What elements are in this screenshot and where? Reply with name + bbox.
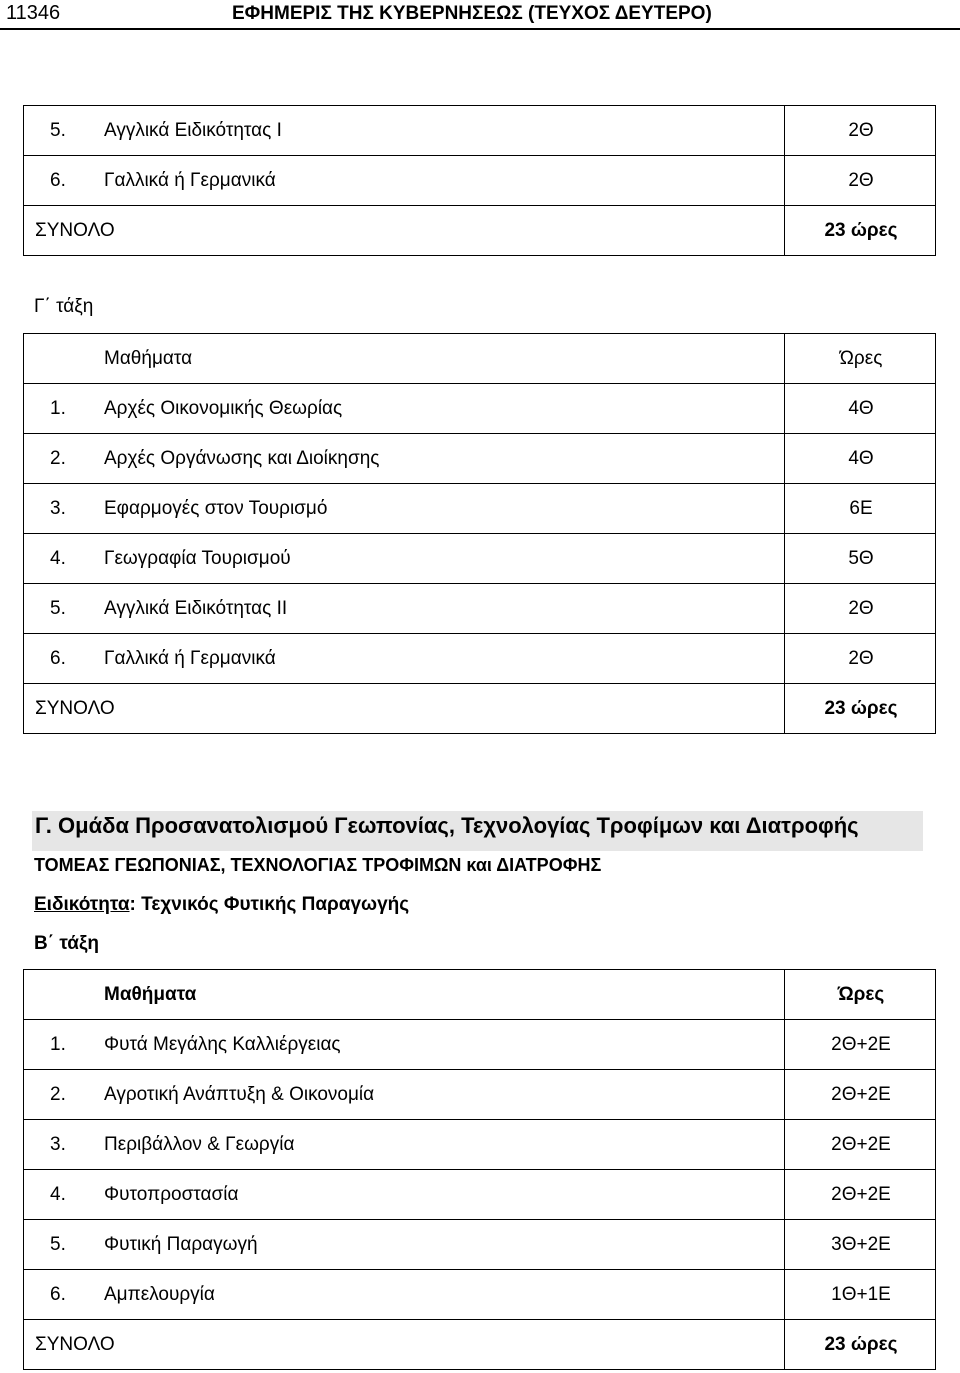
hours-header: Ώρες [785,970,936,1020]
total-label: ΣΥΝΟΛΟ [35,1333,115,1355]
table-row [24,1220,936,1270]
table-row [24,106,936,156]
row-number: 3. [50,497,66,519]
subject-name: Γαλλικά ή Γερμανικά [104,169,276,191]
table-row [24,434,936,484]
row-number: 2. [50,1083,66,1105]
hours-cell: 2Θ+2Ε [785,1070,936,1120]
hours-cell: 1Θ+1Ε [785,1270,936,1320]
hours-cell: 2Θ [785,634,936,684]
table-row [24,156,936,206]
subject-name: Φυτική Παραγωγή [104,1233,258,1255]
row-number: 1. [50,397,66,419]
hours-cell: 2Θ+2Ε [785,1170,936,1220]
table-class-b [23,969,936,1370]
table-row [24,484,936,534]
row-number: 6. [50,647,66,669]
page-number: 11346 [6,2,61,24]
table-row [24,634,936,684]
subject-name: Αμπελουργία [104,1283,215,1305]
subject-name: Φυτοπροστασία [104,1183,239,1205]
total-hours: 23 ώρες [785,1320,936,1370]
hours-cell: 2Θ+2Ε [785,1020,936,1070]
subject-name: Αγγλικά Ειδικότητας Ι [104,119,282,141]
class-title-b: Β΄ τάξη [34,933,100,954]
row-number: 6. [50,169,66,191]
hours-cell: 2Θ+2Ε [785,1120,936,1170]
specialty-value: : Τεχνικός Φυτικής Παραγωγής [129,894,410,915]
hours-cell: 2Θ [785,156,936,206]
subjects-header: Μαθήματα [104,347,193,369]
subject-name: Γεωγραφία Τουρισμού [104,547,291,569]
page-header [0,0,960,30]
total-label: ΣΥΝΟΛΟ [35,219,115,241]
subject-name: Αγγλικά Ειδικότητας ΙΙ [104,597,288,619]
row-number: 6. [50,1283,66,1305]
total-hours: 23 ώρες [785,206,936,256]
hours-cell: 2Θ [785,584,936,634]
group-title: Γ. Ομάδα Προσανατολισμού Γεωπονίας, Τεχνολογίας Τροφίμων και Διατροφής [35,813,859,838]
subject-name: Φυτά Μεγάλης Καλλιέργειας [104,1033,341,1055]
hours-cell: 2Θ [785,106,936,156]
row-number: 4. [50,1183,66,1205]
table-row [24,584,936,634]
table-header-row [24,970,936,1020]
hours-cell: 6Ε [785,484,936,534]
row-number: 3. [50,1133,66,1155]
gazette-title: ΕΦΗΜΕΡΙΣ ΤΗΣ ΚΥΒΕΡΝΗΣΕΩΣ (ΤΕΥΧΟΣ ΔΕΥΤΕΡΟ) [232,3,712,24]
subject-name: Περιβάλλον & Γεωργία [104,1133,295,1155]
subject-name: Γαλλικά ή Γερμανικά [104,647,276,669]
sector-title: ΤΟΜΕΑΣ ΓΕΩΠΟΝΙΑΣ, ΤΕΧΝΟΛΟΓΙΑΣ ΤΡΟΦΙΜΩΝ και ΔΙΑΤΡΟΦΗΣ [34,855,602,875]
table-continuation [23,105,936,256]
total-label: ΣΥΝΟΛΟ [35,697,115,719]
table-row [24,384,936,434]
total-row [24,1320,936,1370]
table-row [24,1120,936,1170]
hours-cell: 5Θ [785,534,936,584]
row-number: 1. [50,1033,66,1055]
row-number: 5. [50,1233,66,1255]
table-row [24,1020,936,1070]
table-row [24,1070,936,1120]
table-class-c [23,333,936,734]
table-header-row [24,334,936,384]
table-row [24,534,936,584]
hours-cell: 3Θ+2Ε [785,1220,936,1270]
subject-name: Αρχές Οργάνωσης και Διοίκησης [104,447,380,469]
row-number: 4. [50,547,66,569]
subjects-header: Μαθήματα [104,983,197,1005]
subject-name: Αρχές Οικονομικής Θεωρίας [104,397,343,419]
hours-cell: 4Θ [785,434,936,484]
subject-name: Εφαρμογές στον Τουρισμό [104,497,328,519]
class-title-c: Γ΄ τάξη [34,296,94,317]
total-hours: 23 ώρες [785,684,936,734]
specialty-line [34,894,409,916]
total-row [24,206,936,256]
total-row [24,684,936,734]
subject-name: Αγροτική Ανάπτυξη & Οικονομία [104,1083,375,1105]
table-row [24,1270,936,1320]
specialty-label: Ειδικότητα [34,894,130,915]
hours-cell: 4Θ [785,384,936,434]
hours-header: Ώρες [785,334,936,384]
row-number: 2. [50,447,66,469]
row-number: 5. [50,597,66,619]
table-row [24,1170,936,1220]
row-number: 5. [50,119,66,141]
